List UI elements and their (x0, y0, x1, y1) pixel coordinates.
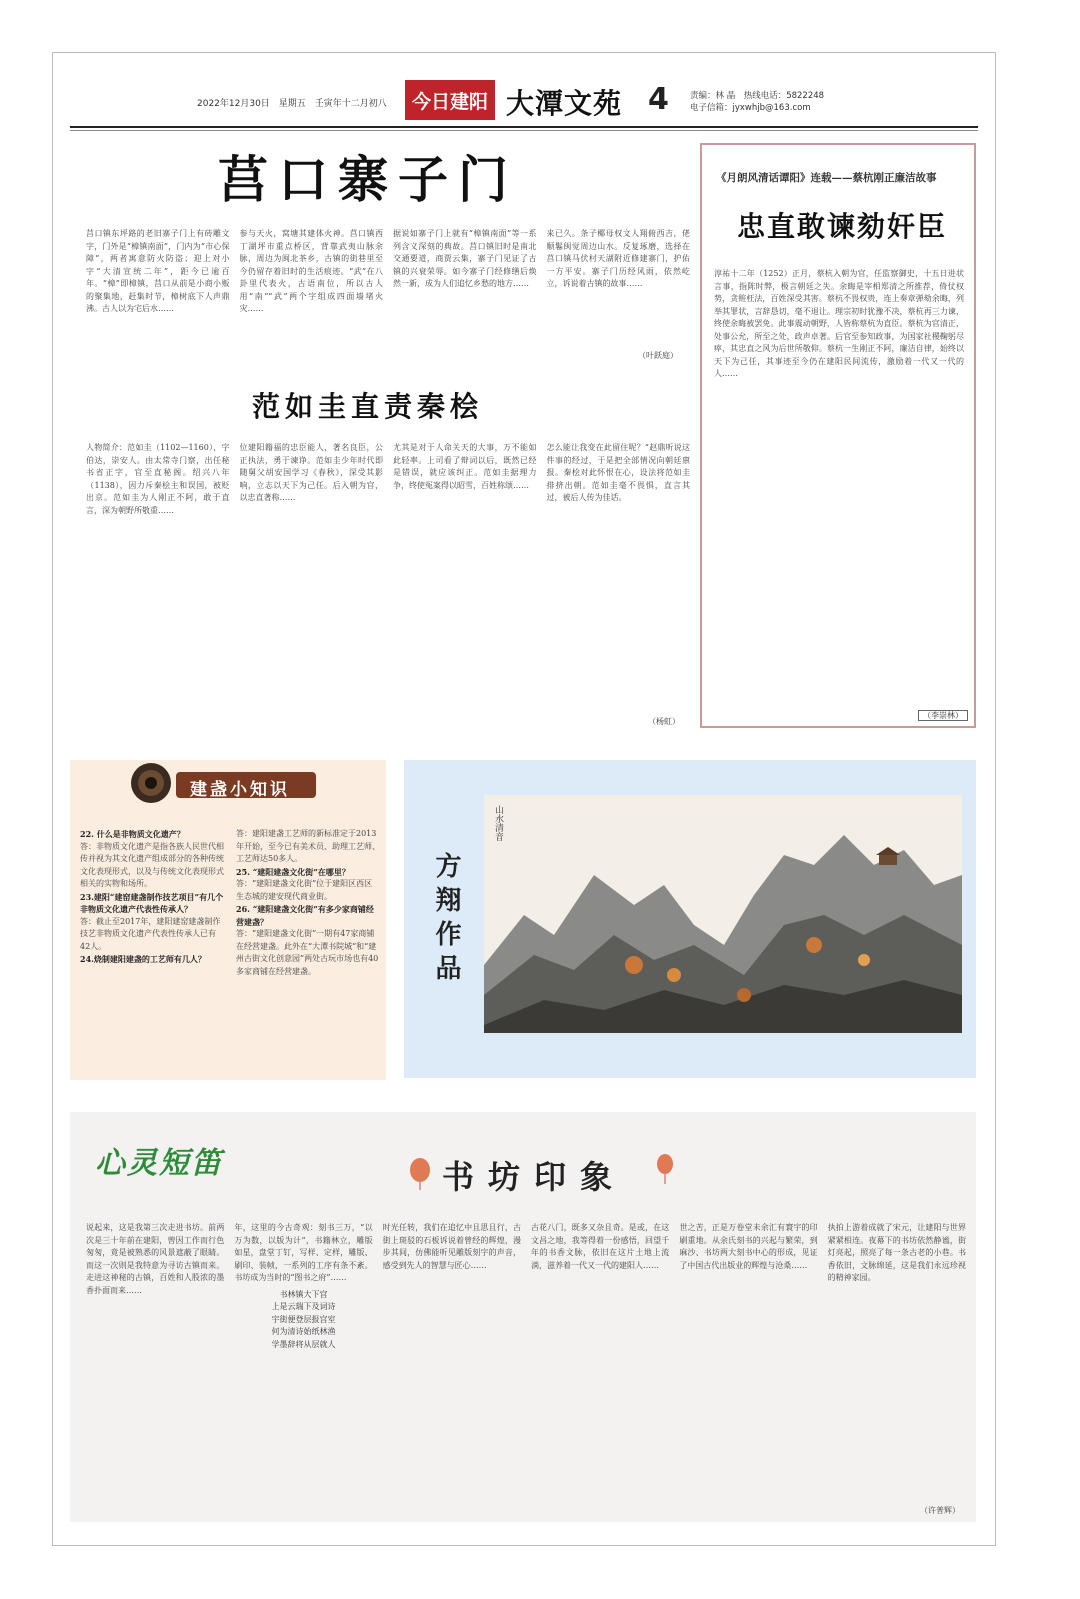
poem-line: 上是云瑞下及词诗 (271, 1302, 336, 1311)
sidebar-body: 淳祐十二年（1252）正月，蔡杭入朝为官，任监察御史，十五日进状言事，指陈时弊，极言朝廷之失。余晦是宰相郑清之所推荐，倚仗权势，贪赃枉法，百姓深受其害。蔡杭不畏权贵，连上奏章弹劾余晦，列举其罪状，言辞恳切，毫不退让。理宗初时犹豫不决，蔡杭再三力谏，终使余晦被罢免。此事震动朝野，人皆称蔡杭为直臣。蔡杭为官清正，处事公允，所至之处，政声卓著。后官至参知政事，为国家社稷鞠躬尽瘁，其忠直之风为后世所敬仰。蔡杭一生刚正不阿，廉洁自律，始终以天下为己任，其事迹至今仍在建阳民间流传，激励着一代又一代的人…… (714, 269, 964, 378)
knowledge-badge (128, 760, 318, 806)
issue-date: 2022年12月30日 星期五 壬寅年十二月初八 (197, 99, 387, 109)
knowledge-question: 26. “建阳建盏文化街”有多少家商铺经营建盏？ (236, 904, 374, 927)
knowledge-question: 25. “建阳建盏文化街”在哪里？ (236, 866, 350, 877)
article2-col: 位建阳籍福的忠臣能人，著名良臣，公正执法，勇于谏诤。范如圭少年时代即随舅父胡安国学习《春秋》，深受其影响，立志以天下为己任。后入朝为官，以忠直著称…… (239, 443, 383, 502)
article2-col: 怎么能让我变在此留住呢？”赵鼎听说这件事的经过，于是把全部情况向朝廷禀报。秦桧对此怀恨在心，设法将范如圭排挤出朝。范如圭毫不畏惧，直言其过，被后人传为佳话。 (546, 443, 690, 502)
bottom-col: 古花八门，既多又杂且奇。是或，在这文昌之地，我等得着一份感悟，回望千年的书香文脉，依旧在这片土地上流淌，滋养着一代又一代的建阳人…… (530, 1223, 670, 1270)
masthead-rule (70, 126, 978, 128)
knowledge-answer: 答：截止至2017年，建阳建窑建盏制作技艺非物质文化遗产代表性传承人已有42人。 (80, 916, 221, 951)
article1-body (86, 228, 690, 368)
article1-title: 莒口寨子门 (218, 151, 518, 209)
bottom-byline: （许普辉） (920, 1506, 960, 1515)
bottom-col: 说起来，这是我第三次走进书坊。前两次是三十年前在建阳，曾因工作而行色匆匆，竟是被熟悉的风景遮蔽了眼睛。而这一次则是我特意为寻访古镇而来。走进这神秘的古镇，百姓和人股浓的墨香扑面而来…… (86, 1223, 225, 1295)
article2-byline: （杨虹） (648, 717, 680, 726)
article1-col: 来已久。条子椰母权文人翔俯西吉，佬顺鬈闽觉周边山水。反复琢磨，选择在莒口镇马伏村天湖附近修建寨门，护佑一方平安。寨子门历经风雨，依然屹立，诉说着古镇的故事…… (546, 229, 690, 288)
poem (234, 1289, 372, 1352)
article1-col: 参与天火，窝塘其建体火神。莒口镇西丁湖坪市重点桥区，背靠武夷山脉余脉，周边为闽北茶乡，古镇的街巷里至今仍留存着旧时的生活痕迹。“武”在八卦里代表火，古语南位，所以古人用“南”“武”两个字组成四面墙堵火灾…… (239, 229, 383, 313)
newspaper-logo: 今日建阳 (405, 80, 495, 120)
bottom-col-text: 年，这里的今古奇观：刻书三万，“以万为数，以版为计”，书籍林立，雕版如星，盘堂丁钉，写样、定样，雕版、刷印、装帧，一系列的工序有条不紊。书坊成为当时的“图书之府”…… (234, 1223, 373, 1282)
article2-title: 范如圭直责秦桧 (252, 390, 484, 423)
knowledge-badge-label: 建盏小知识 (190, 780, 290, 800)
page-number: 4 (648, 82, 669, 117)
section-title: 大潭文苑 (506, 87, 623, 120)
knowledge-answer: 答：“建阳建盏文化街”一期有47家商铺在经营建盏。此外在“大潭书院城”和“建州古街文化创意园”两处古玩市场也有40多家商铺在经营建盏。 (236, 929, 379, 976)
article1-col: 据说如寨子门上就有“樟镇南面”等一系列含义深刻的典故。莒口镇旧时是南北交通要道，商贾云集，寨子门见证了古镇的兴衰荣辱。如今寨子门经修缮后焕然一新，成为人们追忆乡愁的地方…… (393, 229, 537, 288)
article2-col: 尤其是对于人命关天的大事，万不能如此轻率。上司看了辩词以后，既然已经是错误，就应该纠正。范如圭据理力争，终使冤案得以昭雪，百姓称颂…… (393, 443, 537, 490)
knowledge-answer: 答：“建阳建盏文化街”位于建阳区西区生态城的建安现代商业街。 (236, 879, 373, 901)
painting-title: 方翔作品 (431, 852, 461, 988)
painting-inscription: 山水清音 (493, 805, 503, 841)
sidebar-byline: （李崇林） (918, 710, 968, 721)
bottom-article-body (86, 1222, 966, 1512)
article2-body (86, 442, 690, 724)
email-line: 电子信箱：jyxwhjb@163.com (690, 103, 811, 113)
poem-line: 何为清诗始纸林渔 (271, 1327, 336, 1336)
poem-line: 书林镇大下宫 (279, 1289, 328, 1299)
bottom-col: 世之苦，正是万卷堂未余汇有寰宇的印刷重地。从余氏刻书的兴起与繁荣，到麻沙、书坊两大刻书中心的形成，见证了中国古代出版业的辉煌与沧桑…… (679, 1223, 818, 1270)
knowledge-question: 23.建阳“建窑建盏制作技艺项目”有几个非物质文化遗产代表性传承人？ (80, 891, 224, 914)
article1-col: 莒口镇东坪路的老旧寨子门上有砖雕文字，门外是“樟镇南面”，门内为“市心保障”，两者寓意防火防盗；迎上对小字“大清宣统二年”，距今已逾百年。“樟”即樟镇，莒口从前是小商小贩的聚集地，赶集时节，樟树底下人声鼎沸。古人以为宅后水…… (86, 229, 230, 313)
column-heading-xinling: 心灵短笛 (95, 1146, 223, 1181)
landscape-painting (484, 795, 962, 1033)
knowledge-question: 24.烧制建阳建盏的工艺师有几人？ (80, 954, 206, 964)
poem-line: 宇街便登层报宫室 (271, 1314, 336, 1324)
bottom-article-title: 书坊印象 (442, 1158, 627, 1196)
sidebar-kicker: 《月朗风清话谭阳》连载——蔡杭刚正廉洁故事 (716, 172, 937, 184)
bottom-col: 时光任转，我们在追忆中且思且行，古街上斑驳的石板诉说着曾经的辉煌，漫步其间，仿佛能听见雕版刻字的声音，感受到先人的智慧与匠心…… (382, 1223, 521, 1270)
sidebar-byline-wrap (918, 703, 968, 722)
knowledge-answer: 答：建阳建盏工艺师的新标准定于2013年开始，至今已有美术员、助理工艺师、工艺师达50多人。 (236, 829, 380, 863)
article1-byline: （叶跃庭） (638, 351, 678, 360)
poem-line: 学墨辞将从层就人 (271, 1339, 336, 1349)
masthead-rule-thin (70, 130, 978, 131)
lantern-icon (400, 1150, 440, 1190)
landscape-painting-image (484, 795, 962, 1033)
knowledge-question: 22. 什么是非物质文化遗产？ (80, 829, 185, 839)
bottom-col (234, 1222, 372, 1512)
editor-info (690, 90, 824, 114)
article2-col: 人物简介：范如圭（1102—1160），字伯达，崇安人。由太常寺门察，出任秘书省正字，官至直秘阁。绍兴八年（1138），因力斥秦桧主和误国，被贬出京。范如圭为人刚正不阿，敢于直言，深为朝野所敬重…… (86, 443, 230, 515)
knowledge-text (80, 828, 380, 1068)
bottom-col: 执拍上游着成就了宋元，让建阳与世界紧紧相连。夜幕下的书坊依然静谧，街灯亮起，照亮了每一条古老的小巷。书香依旧，文脉绵延，这是我们永远珍视的精神家园。 (827, 1223, 966, 1282)
editor-line: 责编：林 晶 热线电话：5822248 (690, 91, 825, 101)
sidebar-title: 忠直敢谏劾奸臣 (737, 210, 948, 243)
knowledge-answer: 答：非物质文化遗产是指各族人民世代相传并视为其文化遗产组成部分的各种传统文化表现形式，以及与传统文化表现形式相关的实物和场所。 (80, 841, 224, 888)
lantern-icon (650, 1148, 680, 1184)
